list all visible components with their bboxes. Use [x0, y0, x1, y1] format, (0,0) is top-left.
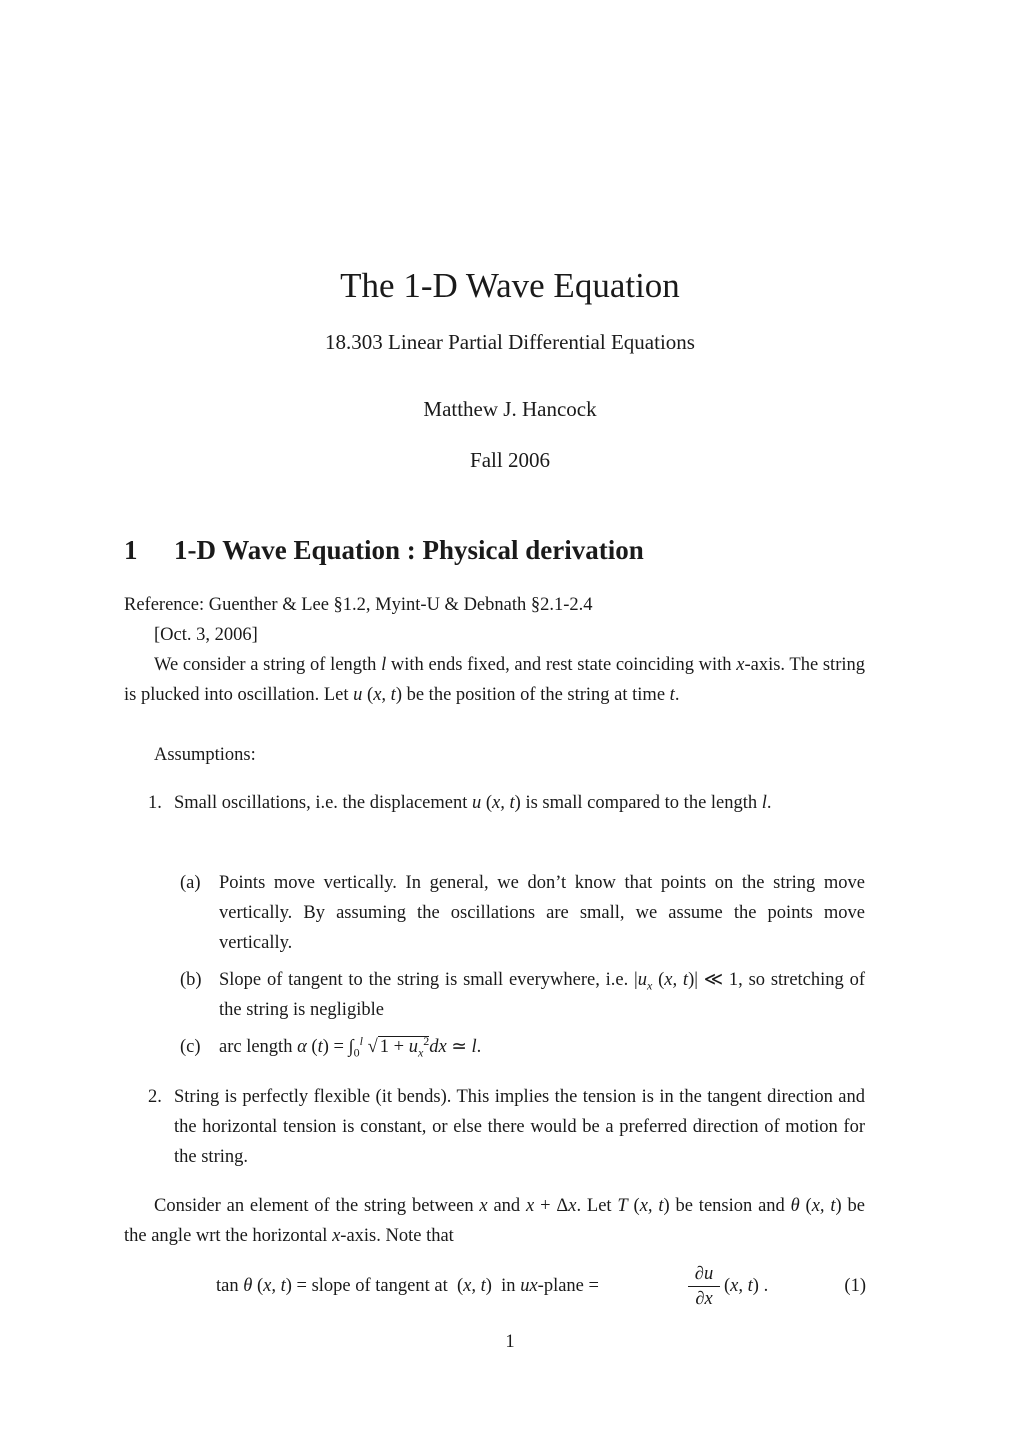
section-number: 1	[124, 535, 138, 565]
assumptions-label: Assumptions:	[154, 745, 256, 765]
list-item	[180, 965, 865, 1025]
list-item-text: arc length α $(t) = \int_0^l$ √ $1 + u_x^2dx$ ≃ l.	[219, 1033, 482, 1060]
intro-paragraph: We consider a string of length l with ends fixed, and rest state coinciding with x-axis. The string is plucked into oscillation. Let u (x, t) be the position of the string at time t.	[124, 655, 866, 705]
equation-rhs: (x, t) .	[724, 1276, 769, 1296]
list-item-text: Small oscillations, i.e. the displacement u (x, t) is small compared to the length l.	[174, 793, 772, 813]
list-item-text: String is perfectly flexible (it bends). This implies the tension is in the tangent direction and the horizontal tension is constant, or else there would be a preferred direction of motion for the string.	[174, 1087, 865, 1167]
term-date: Fall 2006	[470, 448, 550, 472]
list-item	[180, 1032, 865, 1062]
page-number: 1	[505, 1332, 515, 1352]
section-title: 1-D Wave Equation : Physical derivation	[174, 535, 644, 565]
paper-title: The 1-D Wave Equation	[340, 266, 680, 305]
list-item-label: (b)	[180, 970, 202, 990]
date-note: [Oct. 3, 2006]	[154, 625, 258, 645]
list-item	[180, 868, 865, 958]
list-item-label: (a)	[180, 873, 201, 893]
reference-line: Reference: Guenther & Lee §1.2, Myint-U & Debnath §2.1-2.4	[124, 595, 593, 615]
author-name: Matthew J. Hancock	[423, 397, 597, 421]
list-item	[148, 788, 865, 818]
list-item-text: Points move vertically. In general, we don’t know that points on the string move vertically. By assuming the oscillations are small, we assume the points move vertically.	[219, 873, 865, 953]
equation-lhs: tan θ (x, t) = slope of tangent at (x, t) in ux-plane =	[216, 1276, 599, 1296]
course-name: 18.303 Linear Partial Differential Equations	[325, 330, 695, 354]
element-paragraph: Consider an element of the string between x and x + Δx. Let T (x, t) be tension and θ (x, t) be the angle wrt the horizontal x-axis. Note that	[124, 1196, 865, 1246]
list-item-label: 2.	[148, 1087, 162, 1107]
equation-number: (1)	[844, 1276, 866, 1296]
partial-derivative-fraction: $\frac{\partial u}{\partial x}$	[688, 1262, 720, 1311]
list-item-label: 1.	[148, 793, 162, 813]
list-item-label: (c)	[180, 1037, 201, 1057]
equation-1	[216, 1262, 866, 1322]
list-item-text: Slope of tangent to the string is small everywhere, i.e. $|u_x$ (x, t)| ≪ 1, so stretching of the string is negligible	[219, 970, 865, 1020]
section-heading	[124, 535, 644, 566]
list-item	[148, 1082, 865, 1172]
